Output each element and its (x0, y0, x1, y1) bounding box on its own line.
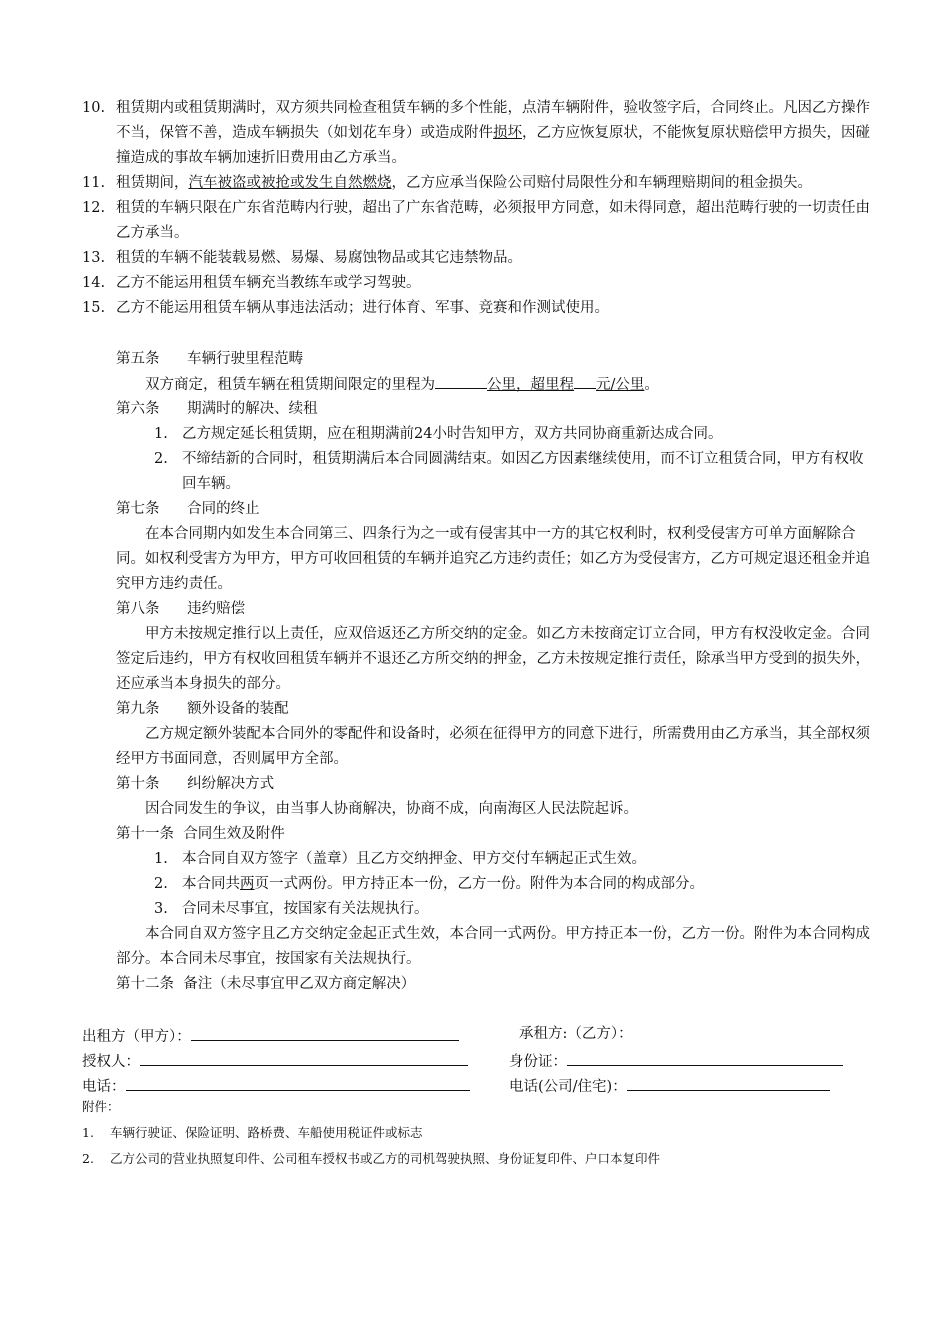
clause-number: 13. (82, 250, 106, 266)
article-9-heading: 第九条 额外设备的装配 (116, 701, 289, 717)
phone-row (82, 1073, 470, 1098)
article-7-body: 在本合同期内如发生本合同第三、四条行为之一或有侵害其中一方的其它权利时，权利受侵害方可单方面解除合同。如权利受害方为甲方，甲方可收回租赁的车辆并追究乙方违约责任；如乙方为受侵害方，乙方可规定退还租金并追究甲方违约责任。 (116, 526, 870, 592)
article-8-heading: 第八条 违约赔偿 (116, 601, 246, 617)
phone2-label: 电话(公司/住宅)： (509, 1079, 627, 1095)
article-7 (116, 497, 876, 597)
clause-number: 12. (82, 200, 106, 216)
article-5-text-4: 。 (644, 377, 659, 393)
article-6-heading: 第六条 期满时的解决、续租 (116, 401, 318, 417)
article-5-text-3: 元/公里 (596, 377, 645, 393)
attachment-text: 车辆行驶证、保险证明、路桥费、车船使用税证件或标志 (110, 1125, 423, 1140)
lessor-row (82, 1023, 459, 1048)
lessor-label: 出租方（甲方）： (82, 1029, 191, 1045)
article-5-text-2: 公里，超里程 (487, 377, 574, 393)
idcard-label: 身份证： (509, 1054, 567, 1070)
article-6-item-1 (116, 422, 876, 447)
article-5-text-1: 双方商定，租赁车辆在租赁期间限定的里程为 (145, 377, 435, 393)
clause-item (82, 96, 872, 171)
auth-label: 授权人： (82, 1054, 140, 1070)
clause-item (82, 271, 872, 296)
clause-number: 14. (82, 275, 106, 291)
article-10-body: 因合同发生的争议，由当事人协商解决，协商不成，向南海区人民法院起诉。 (145, 801, 638, 817)
clause-number: 15. (82, 300, 106, 316)
auth-row (82, 1048, 468, 1073)
mileage-blank[interactable] (435, 372, 487, 389)
page-count: 两 (240, 876, 255, 892)
rate-blank[interactable] (574, 372, 596, 389)
item-text: 本合同自双方签字（盖章）且乙方交纳押金、甲方交付车辆起正式生效。 (182, 851, 646, 867)
clause-text: 租赁的车辆只限在广东省范畴内行驶，超出了广东省范畴，必须报甲方同意，如未得同意，超出范畴行驶的一切责任由乙方承当。 (116, 200, 870, 241)
article-11-body: 本合同自双方签字且乙方交纳定金起正式生效，本合同一式两份。甲方持正本一份，乙方一份。附件为本合同构成部分。本合同未尽事宜，按国家有关法规执行。 (116, 926, 870, 967)
article-5-heading: 第五条 车辆行驶里程范畴 (116, 351, 304, 367)
article-11-item-2 (116, 872, 876, 897)
phone-label: 电话： (82, 1079, 126, 1095)
idcard-row (509, 1048, 843, 1073)
lessee-row (519, 1023, 633, 1045)
clause-list (82, 96, 872, 321)
article-8-body: 甲方未按规定推行以上责任，应双倍返还乙方所交纳的定金。如乙方未按商定订立合同，甲方有权没收定金。合同签定后违约，甲方有权收回租赁车辆并不退还乙方所交纳的押金，乙方未按规定推行责任，除承当甲方受到的损失外，还应承当本身损失的部分。 (116, 626, 870, 692)
item-text: 乙方规定延长租赁期，应在租期满前24小时告知甲方，双方共同协商重新达成合同。 (182, 426, 723, 442)
item-number: 2. (154, 876, 168, 892)
phone2-field[interactable] (627, 1073, 830, 1091)
item-text: 本合同共 (182, 876, 240, 892)
idcard-field[interactable] (567, 1048, 843, 1066)
item-number: 3. (154, 901, 168, 917)
article-12 (116, 972, 876, 997)
article-9-body: 乙方规定额外装配本合同外的零配件和设备时，必须在征得甲方的同意下进行，所需费用由乙方承当，其全部权须经甲方书面同意，否则属甲方全部。 (116, 726, 870, 767)
article-11-heading: 第十一条 合同生效及附件 (116, 826, 285, 842)
clause-underlined-text: 汽车被盗或被抢或发生自然燃烧 (188, 175, 392, 191)
item-text: 页一式两份。甲方持正本一份，乙方一份。附件为本合同的构成部分。 (254, 876, 704, 892)
article-11 (116, 822, 876, 972)
article-10 (116, 772, 876, 822)
item-text: 不缔结新的合同时，租赁期满后本合同圆满结束。如因乙方因素继续使用，而不订立租赁合同，甲方有权收回车辆。 (182, 451, 864, 492)
clause-text: ，乙方应恢复原状，不能恢复原状赔偿甲方损失，因碰撞造成的事故车辆加速折旧费用由乙方承当。 (116, 125, 870, 166)
clause-underlined-text: 损坏 (493, 125, 522, 141)
attachment-text: 乙方公司的营业执照复印件、公司租车授权书或乙方的司机驾驶执照、身份证复印件、户口本复印件 (110, 1151, 661, 1166)
article-9 (116, 697, 876, 772)
article-5 (116, 347, 876, 398)
article-5-body (116, 372, 876, 398)
clause-text: 租赁期间， (116, 175, 189, 191)
clause-text: ，乙方应承当保险公司赔付局限性分和车辆理赔期间的租金损失。 (391, 175, 812, 191)
article-6 (116, 397, 876, 497)
clause-number: 11. (82, 175, 106, 191)
attachment-item-2 (82, 1149, 660, 1169)
item-text: 合同未尽事宜，按国家有关法规执行。 (182, 901, 429, 917)
clause-item (82, 246, 872, 271)
phone2-row (509, 1073, 830, 1098)
article-6-item-2 (116, 447, 876, 497)
clause-text: 租赁期内或租赁期满时，双方须共同检查租赁车辆的多个性能，点清车辆附件，验收签字后，合同终止。凡因乙方操作不当，保管不善，造成车辆损失（如划花车身）或造成附件 (116, 100, 870, 141)
article-11-item-3 (116, 897, 876, 922)
clause-text: 租赁的车辆不能装载易燃、易爆、易腐蚀物品或其它违禁物品。 (116, 250, 522, 266)
attachment-number: 2. (82, 1151, 94, 1166)
auth-signature-field[interactable] (140, 1048, 468, 1066)
clause-text: 乙方不能运用租赁车辆从事违法活动；进行体育、军事、竞赛和作测试使用。 (116, 300, 609, 316)
clause-number: 10. (82, 100, 106, 116)
attachments-title: 附件： (82, 1099, 120, 1114)
clause-item (82, 196, 872, 246)
article-8 (116, 597, 876, 697)
article-11-item-1 (116, 847, 876, 872)
phone-field[interactable] (126, 1073, 470, 1091)
attachment-item-1 (82, 1123, 423, 1143)
item-number: 1. (154, 851, 168, 867)
article-12-heading: 第十二条 备注（未尽事宜甲乙双方商定解决） (116, 976, 416, 992)
clause-text: 乙方不能运用租赁车辆充当教练车或学习驾驶。 (116, 275, 421, 291)
item-number: 2. (154, 451, 168, 467)
item-number: 1. (154, 426, 168, 442)
article-10-heading: 第十条 纠纷解决方式 (116, 776, 275, 792)
clause-item (82, 171, 872, 196)
lessor-signature-field[interactable] (191, 1023, 459, 1041)
attachment-number: 1. (82, 1125, 94, 1140)
clause-item (82, 296, 872, 321)
lessee-label: 承租方:（乙方）： (519, 1026, 633, 1042)
article-7-heading: 第七条 合同的终止 (116, 501, 260, 517)
